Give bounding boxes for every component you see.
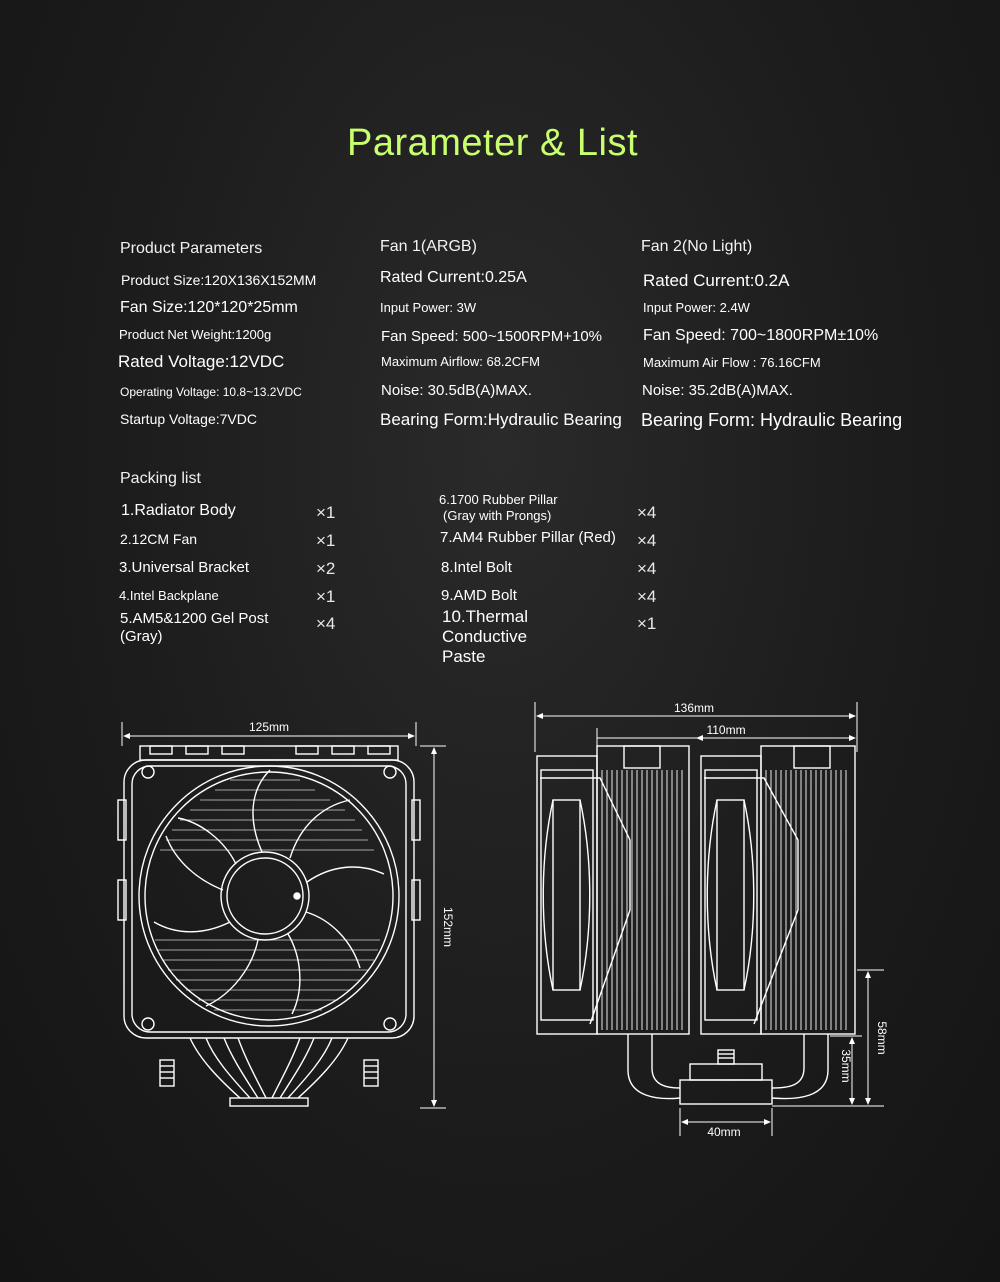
packing-item-qty: ×2 [316, 559, 336, 578]
packing-item-qty: ×4 [637, 503, 657, 522]
front-view-drawing [118, 746, 420, 1106]
dim-depth-fins: 110mm [706, 723, 746, 737]
packing-item-name: 4.Intel Backplane [119, 588, 219, 603]
fan1-noise: Noise: 30.5dB(A)MAX. [381, 382, 532, 399]
packing-item-name: 2.12CM Fan [120, 531, 198, 547]
packing-item-name: 8.Intel Bolt [441, 559, 512, 576]
side-view-drawing [537, 746, 855, 1104]
fan2-rated-current: Rated Current:0.2A [643, 271, 790, 290]
param-net-weight: Product Net Weight:1200g [119, 327, 272, 342]
packing-item-qty: ×1 [316, 503, 336, 522]
fan1-rated-current: Rated Current:0.25A [380, 269, 527, 286]
packing-item-qty: ×4 [316, 614, 336, 633]
fan1-bearing: Bearing Form:Hydraulic Bearing [380, 410, 622, 429]
fan2-fan-speed: Fan Speed: 700~1800RPM±10% [643, 327, 879, 344]
param-startup-voltage: Startup Voltage:7VDC [120, 411, 257, 427]
fan1-fan-speed: Fan Speed: 500~1500RPM+10% [381, 328, 602, 345]
fan2-bearing: Bearing Form: Hydraulic Bearing [641, 410, 903, 430]
packing-item-name: 3.Universal Bracket [119, 559, 250, 576]
dim-width-front: 125mm [248, 720, 290, 734]
product-parameters-heading: Product Parameters [120, 240, 263, 257]
fan2-max-airflow: Maximum Air Flow : 76.16CFM [643, 355, 821, 370]
packing-item-name: 1.Radiator Body [121, 502, 236, 519]
packing-item-qty: ×1 [637, 614, 657, 633]
side-dimension-lines [535, 702, 884, 1136]
fan1-max-airflow: Maximum Airflow: 68.2CFM [381, 354, 540, 369]
dim-heatpipe-height: 35mm [839, 1049, 853, 1083]
dim-clearance: 58mm [875, 1021, 889, 1055]
param-operating-voltage: Operating Voltage: 10.8~13.2VDC [120, 385, 302, 399]
dim-base-width: 40mm [707, 1125, 741, 1139]
packing-item-name: 6.1700 Rubber Pillar [439, 492, 558, 507]
fan1-input-power: Input Power: 3W [380, 300, 477, 315]
fan1-heading: Fan 1(ARGB) [380, 238, 477, 255]
packing-item-name-line2: (Gray) [120, 628, 163, 645]
dim-depth-total: 136mm [673, 701, 715, 715]
packing-item-name: 5.AM5&1200 Gel Post [120, 610, 269, 627]
packing-item-qty: ×1 [316, 587, 336, 606]
packing-item-qty: ×1 [316, 531, 336, 550]
page-title: Parameter & List [347, 122, 638, 164]
fan2-input-power: Input Power: 2.4W [643, 300, 750, 315]
packing-item-name-line3: Paste [442, 647, 486, 666]
dim-height: 152mm [441, 906, 455, 948]
packing-item-name-line2: Conductive [442, 627, 528, 646]
packing-item-name: 7.AM4 Rubber Pillar (Red) [440, 529, 616, 546]
packing-item-qty: ×4 [637, 587, 657, 606]
fan2-heading: Fan 2(No Light) [641, 238, 753, 255]
fan2-noise: Noise: 35.2dB(A)MAX. [642, 382, 793, 399]
param-fan-size: Fan Size:120*120*25mm [120, 299, 298, 316]
param-product-size: Product Size:120X136X152MM [121, 272, 317, 288]
packing-item-name-line2: (Gray with Prongs) [443, 508, 552, 523]
packing-item-qty: ×4 [637, 559, 657, 578]
packing-item-qty: ×4 [637, 531, 657, 550]
packing-list-heading: Packing list [120, 470, 201, 487]
packing-item-name: 9.AMD Bolt [441, 587, 517, 604]
packing-item-name: 10.Thermal [442, 607, 528, 626]
param-rated-voltage: Rated Voltage:12VDC [118, 352, 285, 371]
